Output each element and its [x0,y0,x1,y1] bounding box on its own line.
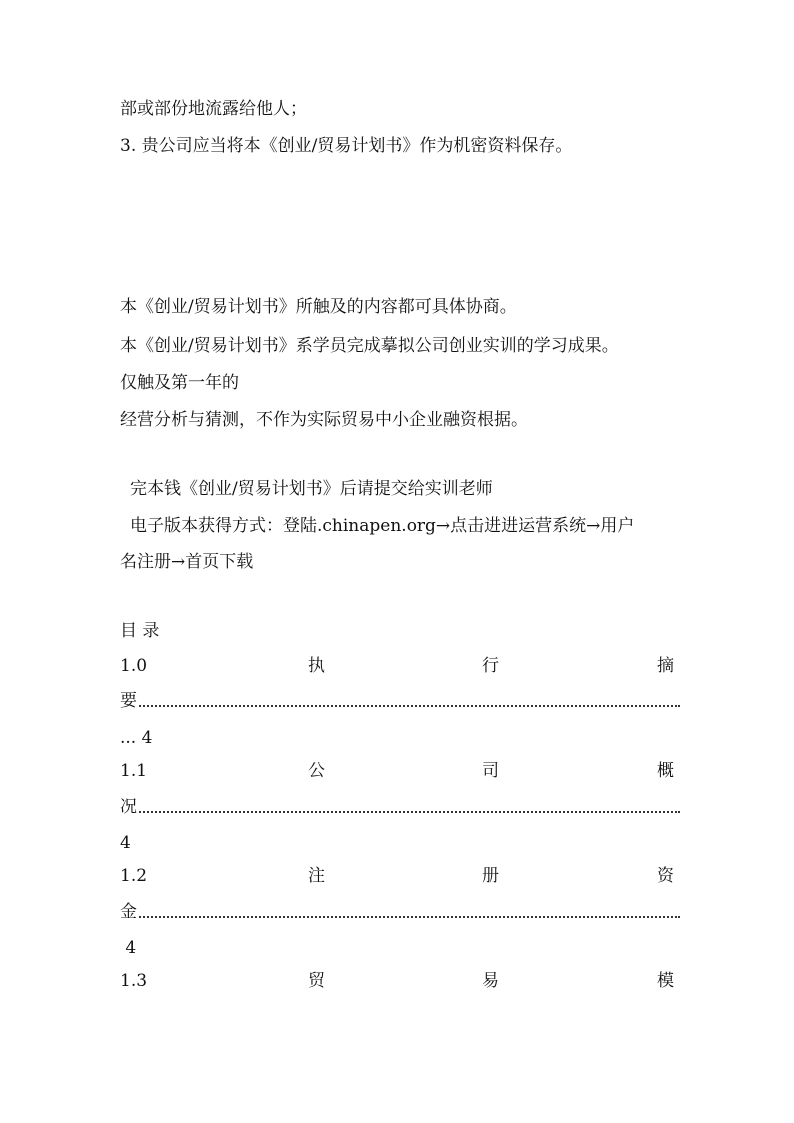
toc-entry-char: 公 [308,761,325,781]
toc-entry-char: 注 [308,866,325,886]
toc-entry-number: 1.1 [120,761,148,781]
toc-entry-heading [120,760,680,782]
toc-entry-heading [120,655,680,677]
toc-dot-leader [120,796,680,818]
submission-line-3: 名注册→首页下载 [120,552,254,572]
note-line-3: 仅触及第一年的 [120,373,239,393]
toc-entry-heading [120,865,680,887]
submission-line-1: 完本钱《创业/贸易计划书》后请提交给实训老师 [130,479,493,499]
toc-entry-heading [120,970,680,992]
intro-line-2: 3. 贵公司应当将本《创业/贸易计划书》作为机密资料保存。 [120,136,573,156]
toc-entry-page: ... 4 [120,728,153,748]
note-line-1: 本《创业/贸易计划书》所触及的内容都可具体协商。 [120,297,517,317]
toc-entry-char: 执 [308,656,325,676]
submission-line-2: 电子版本获得方式：登陆.chinapen.org→点击进进运营系统→用户 [130,516,635,536]
toc-entry-char: 贸 [308,971,325,991]
toc-entry-number: 1.3 [120,971,148,991]
toc-entry-char: 资 [657,866,674,886]
toc-title: 目 录 [120,621,160,641]
toc-entry-char: 概 [657,761,674,781]
note-line-4: 经营分析与猜测，不作为实际贸易中小企业融资根据。 [120,410,528,430]
intro-line-1: 部或部份地流露给他人； [120,99,307,119]
note-line-2: 本《创业/贸易计划书》系学员完成摹拟公司创业实训的学习成果。 [120,336,619,356]
toc-dot-leader [120,690,680,712]
toc-dot-leader [120,901,680,923]
toc-entry-char: 易 [482,971,499,991]
toc-entry-char: 金 [120,902,137,922]
toc-entry-char: 要 [120,691,137,711]
toc-entry-char: 司 [482,761,499,781]
toc-entry-char: 模 [657,971,674,991]
toc-entry-char: 摘 [657,656,674,676]
toc-entry-number: 1.2 [120,866,148,886]
toc-entry-page: 4 [120,938,137,958]
toc-entry-char: 册 [482,866,499,886]
toc-entry-char: 况 [120,797,137,817]
toc-entry-char: 行 [482,656,499,676]
toc-entry-number: 1.0 [120,656,148,676]
toc-entry-page: 4 [120,833,131,853]
